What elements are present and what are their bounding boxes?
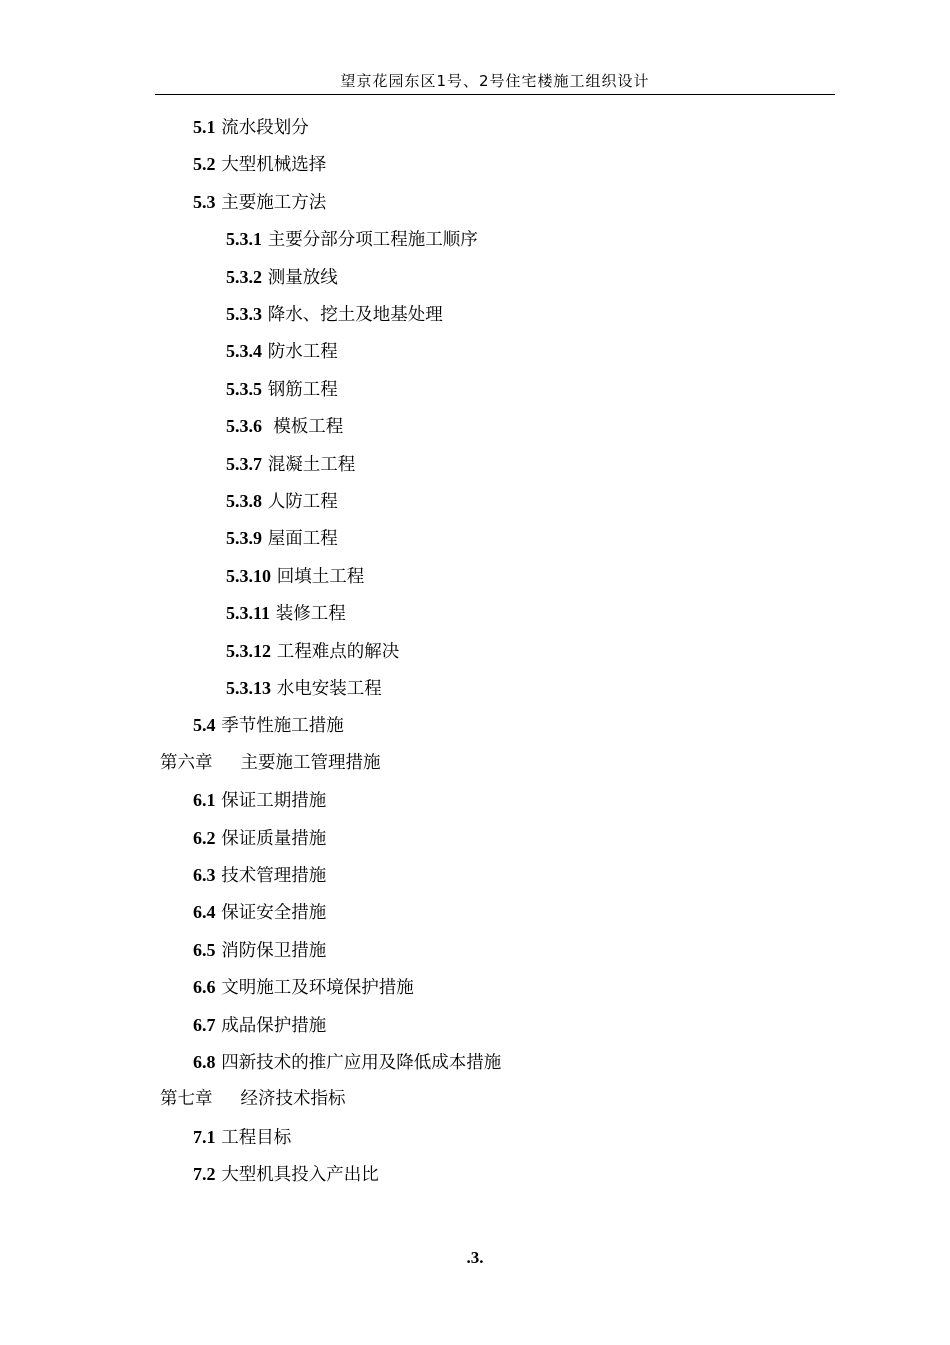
toc-entry-number: 6.4 [193, 902, 216, 923]
toc-entry-title: 流水段划分 [221, 118, 309, 138]
toc-entry-number: 6.6 [193, 977, 216, 998]
toc-entry-number: 5.3.10 [226, 565, 271, 586]
toc-entry-title: 人防工程 [267, 492, 338, 512]
toc-entry-title: 屋面工程 [267, 529, 338, 550]
toc-entry[interactable] [193, 152, 326, 177]
toc-entry-title: 防水工程 [267, 342, 338, 363]
toc-entry-number: 5.3.6 [226, 416, 262, 437]
toc-entry[interactable] [193, 1125, 291, 1150]
toc-entry[interactable] [226, 564, 364, 589]
toc-entry[interactable] [226, 676, 382, 701]
toc-entry[interactable] [193, 190, 326, 215]
toc-entry[interactable] [193, 115, 309, 140]
header-title: 望京花园东区1号、2号住宅楼施工组织设计 [340, 72, 650, 90]
toc-entry[interactable] [193, 1013, 326, 1038]
toc-entry-number: 5.1 [193, 117, 216, 137]
toc-entry-title: 水电安装工程 [276, 679, 382, 699]
toc-entry-number: 5.3 [193, 191, 216, 212]
toc-entry[interactable] [193, 900, 326, 925]
toc-entry-title: 消防保卫措施 [221, 940, 327, 961]
toc-entry[interactable] [226, 302, 443, 327]
toc-entry[interactable] [193, 1162, 379, 1187]
toc-entry-title: 装修工程 [275, 604, 346, 625]
toc-entry-title: 工程难点的解决 [276, 641, 400, 662]
toc-entry-number: 5.3.1 [226, 229, 262, 250]
toc-entry-number: 第六章 [160, 752, 213, 773]
page-number: .3. [466, 1248, 484, 1267]
toc-entry[interactable] [226, 601, 346, 626]
toc-entry-number: 6.8 [193, 1052, 216, 1072]
toc-entry-title: 季节性施工措施 [221, 716, 344, 737]
toc-entry-number: 7.1 [193, 1126, 216, 1147]
toc-entry-title: 保证安全措施 [221, 903, 327, 924]
toc-entry[interactable] [193, 826, 326, 851]
toc-entry[interactable] [193, 713, 344, 738]
toc-entry[interactable] [226, 227, 478, 252]
toc-entry-number: 5.3.12 [226, 640, 271, 661]
toc-entry[interactable] [226, 377, 338, 402]
toc-chapter-entry[interactable] [160, 1087, 346, 1111]
toc-entry-title: 主要分部分项工程施工顺序 [267, 230, 478, 251]
toc-entry-number: 7.2 [193, 1164, 216, 1185]
toc-entry-number: 5.2 [193, 154, 216, 175]
toc-entry-number: 5.3.2 [226, 266, 262, 287]
toc-entry-title: 模板工程 [267, 417, 344, 438]
toc-entry-title: 成品保护措施 [221, 1015, 327, 1036]
toc-entry-number: 5.3.13 [226, 678, 271, 698]
toc-entry-title: 钢筋工程 [267, 379, 338, 400]
toc-entry-number: 5.3.11 [226, 603, 271, 624]
toc-entry-number: 5.3.7 [226, 453, 262, 474]
toc-entry-number: 5.3.8 [226, 491, 262, 511]
toc-entry-number: 5.4 [193, 715, 216, 736]
toc-entry-title: 回填土工程 [276, 566, 365, 587]
toc-entry[interactable] [193, 938, 326, 963]
toc-entry[interactable] [226, 526, 338, 551]
page-header [155, 68, 835, 95]
toc-entry[interactable] [226, 265, 338, 290]
toc-entry-number: 5.3.4 [226, 341, 262, 362]
toc-entry[interactable] [226, 452, 355, 477]
toc-entry-title: 文明施工及环境保护措施 [221, 978, 414, 999]
toc-entry-title: 大型机具投入产出比 [221, 1165, 379, 1186]
toc-entry-title: 保证工期措施 [221, 791, 327, 812]
toc-entry[interactable] [226, 339, 338, 364]
toc-entry-title: 工程目标 [221, 1127, 292, 1148]
toc-entry[interactable] [193, 975, 414, 1000]
toc-entry-number: 第七章 [160, 1089, 213, 1110]
toc-entry[interactable] [193, 788, 326, 813]
toc-entry-number: 6.2 [193, 827, 216, 848]
toc-entry-number: 5.3.3 [226, 304, 262, 324]
toc-entry-title: 主要施工管理措施 [240, 752, 381, 773]
toc-entry-title: 主要施工方法 [221, 192, 327, 213]
toc-entry[interactable] [226, 639, 399, 664]
toc-entry-number: 5.3.9 [226, 528, 262, 549]
toc-entry[interactable] [193, 863, 326, 888]
toc-entry[interactable] [193, 1050, 501, 1075]
toc-entry-number: 6.3 [193, 865, 216, 885]
toc-entry-title: 大型机械选择 [221, 155, 327, 176]
toc-chapter-entry[interactable] [160, 751, 381, 775]
toc-entry-title: 保证质量措施 [221, 828, 327, 849]
toc-entry[interactable] [226, 489, 338, 514]
toc-entry-title: 技术管理措施 [221, 866, 327, 886]
toc-entry-number: 6.7 [193, 1014, 216, 1035]
toc-entry-title: 混凝土工程 [267, 454, 356, 475]
toc-entry-number: 5.3.5 [226, 378, 262, 399]
toc-entry-number: 6.1 [193, 790, 216, 811]
toc-entry-number: 6.5 [193, 939, 216, 960]
toc-entry-title: 四新技术的推广应用及降低成本措施 [221, 1053, 502, 1073]
toc-entry[interactable] [226, 414, 343, 439]
toc-entry-title: 测量放线 [267, 267, 338, 288]
toc-entry-title: 经济技术指标 [240, 1089, 346, 1110]
toc-entry-title: 降水、挖土及地基处理 [267, 305, 443, 325]
